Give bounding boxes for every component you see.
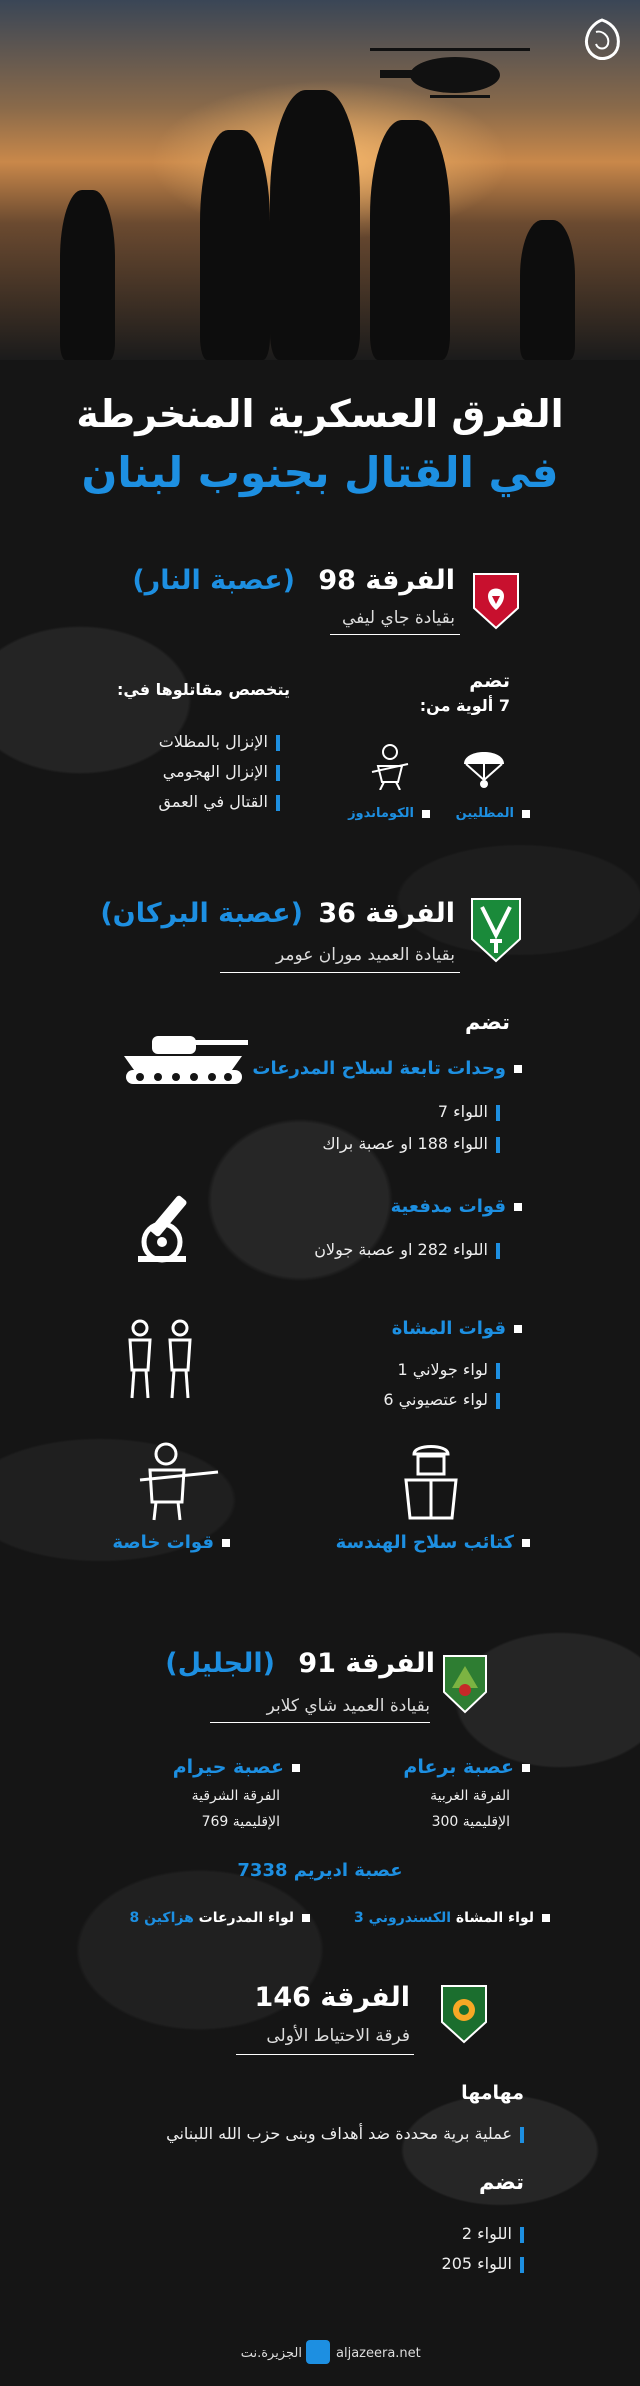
division-36-heading [95, 898, 455, 929]
engineering-battalions-label: كتائب سلاح الهندسة [320, 1532, 530, 1553]
division-36-name: الفرقة 36 [318, 898, 455, 929]
division-98-commander: بقيادة جاي ليفي [342, 608, 455, 628]
division-146-name: الفرقة 146 [254, 1982, 410, 2013]
parachute-icon [460, 742, 508, 790]
artillery-item: اللواء 282 او عصبة جولان [250, 1240, 500, 1259]
division-146-subtitle: فرقة الاحتياط الأولى [266, 2026, 410, 2046]
division-146-includes-label: تضم [478, 2170, 524, 2194]
aljazeera-footer-logo-icon [306, 2340, 330, 2364]
division-98-brigades-count: 7 ألوية من: [419, 696, 510, 715]
division-91-badge-icon [440, 1652, 490, 1716]
footer-brand: الجزيرة.نت [240, 2346, 302, 2361]
hero-image [0, 0, 640, 360]
unit-commandos: الكوماندوز [330, 806, 430, 821]
division-98-name: الفرقة 98 [318, 565, 455, 596]
division-91-nickname: (الجليل) [165, 1648, 275, 1679]
division-91-heading [135, 1648, 435, 1679]
infantry-item: لواء عتصيوني 6 [300, 1390, 500, 1409]
title-line-2: في القتال بجنوب لبنان [81, 448, 559, 497]
infantry-soldiers-icon [118, 1318, 202, 1402]
division-146-tasks-label: مهامها [461, 2082, 524, 2104]
division-98-nickname: (عصبة النار) [132, 565, 295, 596]
soldier-silhouette [200, 130, 270, 360]
soldier-silhouette [370, 120, 450, 360]
bar-am-title: عصبة برعام [330, 1756, 530, 1778]
divider-line [220, 972, 460, 973]
division-146-item: اللواء 205 [380, 2254, 524, 2273]
special-forces-icon [136, 1440, 222, 1522]
soldier-silhouette [60, 190, 115, 360]
hiram-title: عصبة حيرام [110, 1756, 300, 1778]
division-36-badge-icon [468, 895, 524, 965]
alexandroni-brigade: لواء المشاة الكسندروني 3 [340, 1910, 550, 1926]
hazaken-brigade: لواء المدرعات هزاكين 8 [110, 1910, 310, 1926]
soldier-silhouette [270, 90, 360, 360]
artillery-forces-label: قوات مدفعية [340, 1196, 522, 1217]
helicopter-icon [360, 40, 540, 110]
division-98-spec-label: يتخصص مقاتلوها في: [117, 680, 290, 699]
division-98-includes-label: تضم [469, 670, 510, 692]
commando-icon [366, 742, 414, 790]
divider-line [330, 634, 460, 635]
division-146-badge-icon [438, 1982, 490, 2046]
division-36-nickname: (عصبة البركان) [100, 898, 303, 929]
division-91-commander: بقيادة العميد شاي كلابر [266, 1696, 430, 1716]
armored-item: اللواء 7 [300, 1102, 500, 1121]
spec-item: الإنزال بالمظلات [80, 732, 280, 751]
division-98-badge-icon [470, 570, 522, 632]
footer-site[interactable]: aljazeera.net [336, 2346, 421, 2361]
hiram-line1: الفرقة الشرقية [191, 1788, 280, 1804]
soldier-silhouette [520, 220, 575, 360]
division-36-includes-label: تضم [464, 1010, 510, 1034]
aljazeera-logo-icon [580, 18, 624, 62]
armored-units-label: وحدات تابعة لسلاح المدرعات [240, 1058, 522, 1079]
artillery-cannon-icon [128, 1186, 202, 1266]
infantry-item: لواء جولاني 1 [300, 1360, 500, 1379]
divider-line [236, 2054, 414, 2055]
armored-item: اللواء 188 او عصبة براك [250, 1134, 500, 1153]
spec-item: الإنزال الهجومي [80, 762, 280, 781]
division-146-item: اللواء 2 [380, 2224, 524, 2243]
engineer-icon [396, 1440, 466, 1522]
bar-am-line1: الفرقة الغربية [430, 1788, 510, 1804]
division-91-name: الفرقة 91 [298, 1648, 435, 1679]
divider-line [210, 1722, 430, 1723]
hiram-line2: الإقليمية 769 [201, 1814, 280, 1830]
unit-paratroopers: المظليين [440, 806, 530, 821]
spec-item: القتال في العمق [80, 792, 280, 811]
title-line-1: الفرق العسكرية المنخرطة [76, 392, 564, 436]
infantry-forces-label: قوات المشاة [340, 1318, 522, 1339]
tank-icon [118, 1030, 248, 1088]
bar-am-line2: الإقليمية 300 [431, 1814, 510, 1830]
special-forces-label: قوات خاصة [90, 1532, 230, 1553]
adirim-label: عصبة اديريم 7338 [237, 1860, 403, 1881]
division-36-commander: بقيادة العميد موران عومر [275, 945, 455, 965]
division-146-task: عملية برية محددة ضد أهداف وبنى حزب الله اللبناني [80, 2124, 524, 2143]
division-98-heading [132, 565, 455, 596]
